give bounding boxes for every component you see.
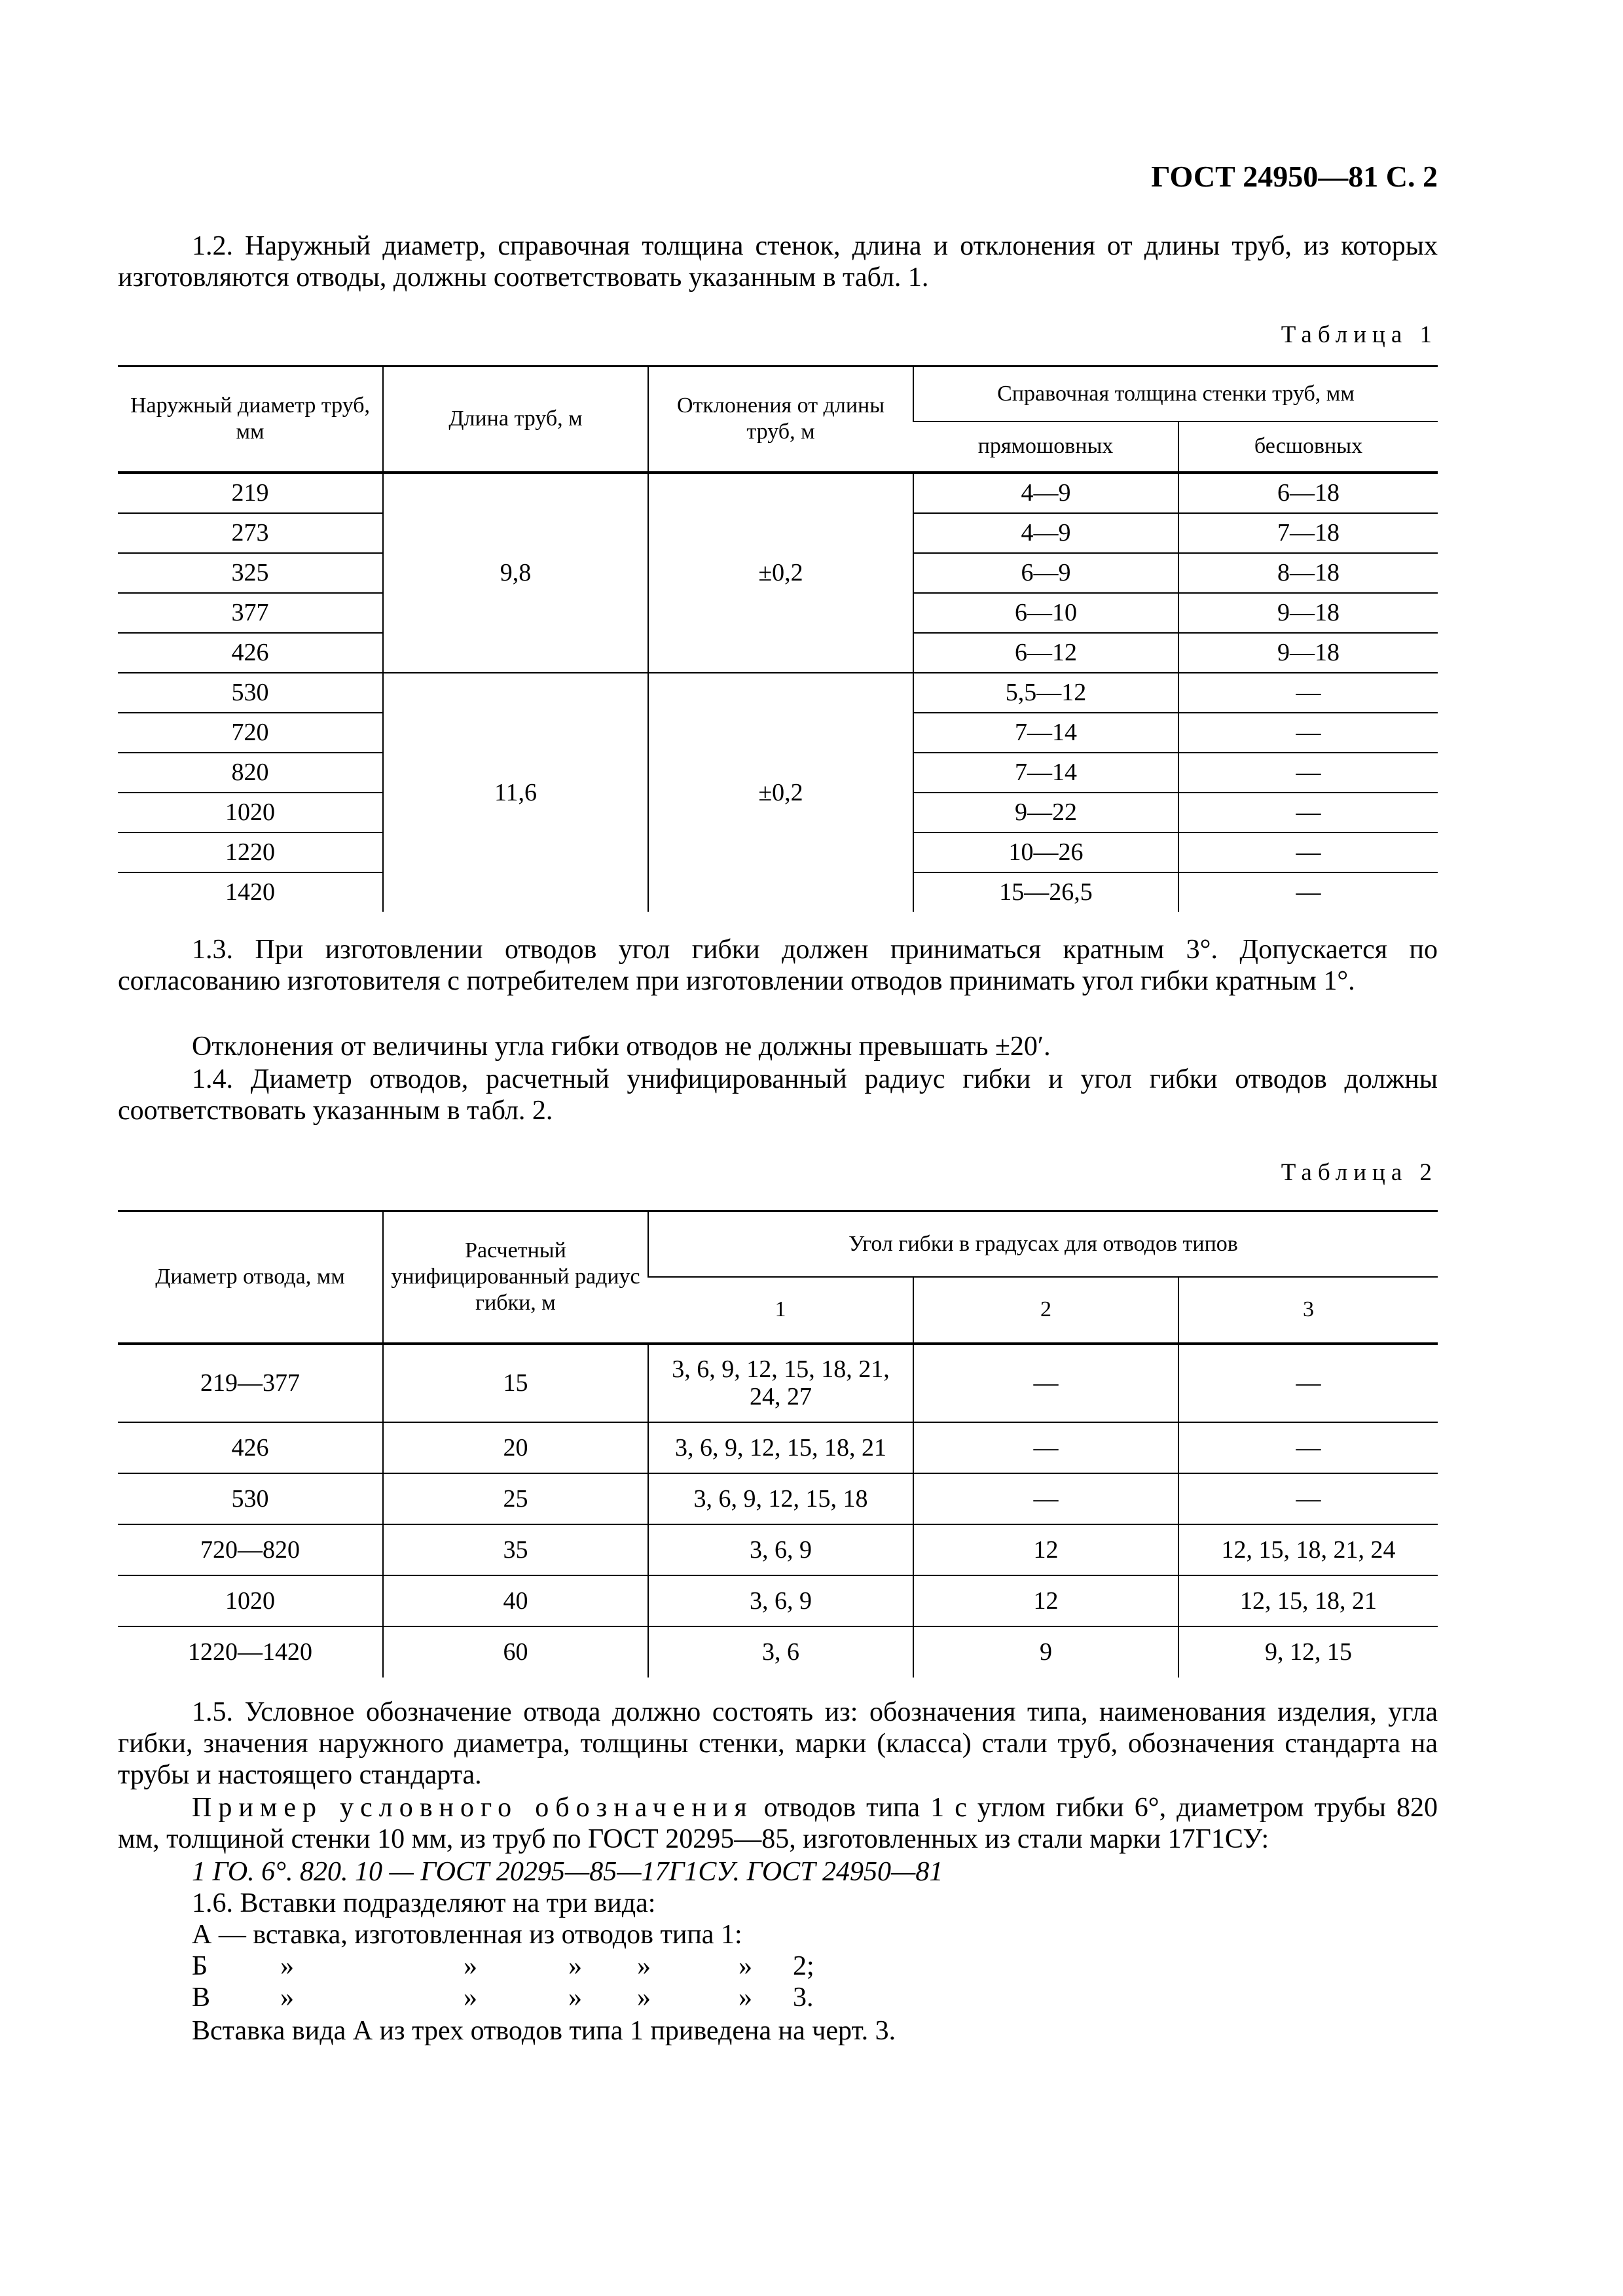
paragraph-1-4: 1.4. Диаметр отводов, расчетный унифицированный радиус гибки и угол гибки отводов должны соответствовать указанным в табл. 2. bbox=[118, 1064, 1438, 1126]
insert-b-letter: Б bbox=[192, 1951, 208, 1981]
t1-header-length: Длина труб, м bbox=[383, 367, 648, 473]
t1-header-diameter: Наружный диаметр труб, мм bbox=[118, 367, 383, 473]
t2-cell-type2: 12 bbox=[913, 1524, 1178, 1575]
t2-cell-radius: 20 bbox=[383, 1422, 648, 1473]
ditto-mark: » bbox=[568, 1951, 582, 1981]
table-1 bbox=[118, 365, 1438, 912]
t1-cell-straight: 7—14 bbox=[913, 713, 1178, 753]
t1-cell-diameter: 377 bbox=[118, 593, 383, 633]
t2-cell-type1: 3, 6 bbox=[648, 1626, 913, 1677]
t2-cell-type2: 9 bbox=[913, 1626, 1178, 1677]
ditto-mark: » bbox=[464, 1982, 477, 2013]
t1-cell-seamless: — bbox=[1178, 793, 1438, 833]
t2-cell-radius: 35 bbox=[383, 1524, 648, 1575]
t2-cell-type3: — bbox=[1178, 1344, 1438, 1422]
paragraph-insert-a-reference: Вставка вида А из трех отводов типа 1 приведена на черт. 3. bbox=[192, 2016, 896, 2046]
t2-cell-radius: 25 bbox=[383, 1473, 648, 1524]
t1-cell-straight: 9—22 bbox=[913, 793, 1178, 833]
example-text: отводов типа 1 с углом гибки 6°, диаметром трубы 820 мм, толщиной стенки 10 мм, из труб по ГОСТ 20295—85, изготовленных из стали марки 17Г1СУ: bbox=[118, 1793, 1438, 1854]
t1-cell-straight: 5,5—12 bbox=[913, 673, 1178, 713]
t1-cell-diameter: 1020 bbox=[118, 793, 383, 833]
t1-cell-straight: 4—9 bbox=[913, 513, 1178, 553]
t2-header-type1: 1 bbox=[648, 1277, 913, 1344]
t2-header-type2: 2 bbox=[913, 1277, 1178, 1344]
t1-cell-diameter: 720 bbox=[118, 713, 383, 753]
t1-cell-seamless: — bbox=[1178, 833, 1438, 872]
t1-cell-seamless: — bbox=[1178, 872, 1438, 912]
t1-cell-diameter: 1420 bbox=[225, 878, 275, 906]
t2-cell-type2: — bbox=[913, 1344, 1178, 1422]
t1-cell-deviation-group2: ±0,2 bbox=[648, 673, 913, 912]
t2-cell-radius: 15 bbox=[383, 1344, 648, 1422]
t2-cell-type3: — bbox=[1178, 1473, 1438, 1524]
t2-cell-type1: 3, 6, 9, 12, 15, 18, 21 bbox=[648, 1422, 913, 1473]
t1-cell-seamless: — bbox=[1178, 673, 1438, 713]
t1-cell-diameter: 530 bbox=[118, 673, 383, 713]
ditto-mark: » bbox=[739, 1982, 752, 2013]
t1-cell-straight: 6—10 bbox=[913, 593, 1178, 633]
t1-cell-seamless: 7—18 bbox=[1178, 513, 1438, 553]
t1-header-thickness: Справочная толщина стенки труб, мм bbox=[913, 367, 1438, 422]
ditto-mark: » bbox=[464, 1951, 477, 1981]
t2-cell-type1: 3, 6, 9 bbox=[648, 1524, 913, 1575]
t2-cell-type3: — bbox=[1178, 1422, 1438, 1473]
t2-cell-type2: — bbox=[913, 1422, 1178, 1473]
t2-cell-type2: 12 bbox=[913, 1575, 1178, 1626]
paragraph-1-2: 1.2. Наружный диаметр, справочная толщина стенок, длина и отклонения от длины труб, из которых изготовляются отводы, должны соответствовать указанным в табл. 1. bbox=[118, 231, 1438, 293]
paragraph-1-3: 1.3. При изготовлении отводов угол гибки должен приниматься кратным 3°. Допускается по согласованию изготовителя с потребителем при изготовлении отводов принимать угол гибки кратным 1°. bbox=[118, 935, 1438, 996]
t2-cell-type1: 3, 6, 9, 12, 15, 18, 21, 24, 27 bbox=[648, 1344, 913, 1422]
t2-cell-type1: 3, 6, 9 bbox=[648, 1575, 913, 1626]
paragraph-1-3-deviation: Отклонения от величины угла гибки отводов не должны превышать ±20′. bbox=[192, 1031, 1051, 1062]
t1-cell-straight: 15—26,5 bbox=[913, 872, 1178, 912]
t1-cell-straight: 7—14 bbox=[913, 753, 1178, 793]
t2-cell-radius: 40 bbox=[383, 1575, 648, 1626]
t1-cell-seamless: 8—18 bbox=[1178, 553, 1438, 593]
t1-cell-length-group1: 9,8 bbox=[383, 473, 648, 673]
t1-cell-seamless: — bbox=[1178, 753, 1438, 793]
paragraph-example bbox=[118, 1792, 1438, 1855]
insert-v-type: 3. bbox=[793, 1982, 814, 2013]
t1-header-seamless: бесшовных bbox=[1178, 422, 1438, 473]
t2-cell-diameter: 720—820 bbox=[118, 1524, 383, 1575]
t1-cell-diameter: 426 bbox=[118, 633, 383, 673]
page-header: ГОСТ 24950—81 С. 2 bbox=[1151, 160, 1438, 193]
t1-cell-diameter: 820 bbox=[118, 753, 383, 793]
t1-cell-diameter: 325 bbox=[118, 553, 383, 593]
t1-cell-seamless: 9—18 bbox=[1178, 593, 1438, 633]
t2-cell-type3: 9, 12, 15 bbox=[1178, 1626, 1438, 1677]
insert-v-letter: В bbox=[192, 1982, 211, 2013]
t2-cell-diameter: 426 bbox=[118, 1422, 383, 1473]
t1-cell-straight: 10—26 bbox=[913, 833, 1178, 872]
t1-cell-seamless: — bbox=[1178, 713, 1438, 753]
t1-cell-seamless: 9—18 bbox=[1178, 633, 1438, 673]
t1-header-straight: прямошовных bbox=[913, 422, 1178, 473]
ditto-mark: » bbox=[739, 1951, 752, 1981]
table2-caption: Таблица 2 bbox=[1281, 1159, 1438, 1186]
table1-caption: Таблица 1 bbox=[1281, 321, 1438, 348]
paragraph-1-5: 1.5. Условное обозначение отвода должно состоять из: обозначения типа, наименования изделия, угла гибки, значения наружного диаметра, толщины стенки, марки (класса) стали труб, обозначения стандарта на трубы и настоящего стандарта. bbox=[118, 1697, 1438, 1790]
ditto-mark: » bbox=[568, 1982, 582, 2013]
t2-cell-diameter: 219—377 bbox=[118, 1344, 383, 1422]
t1-header-deviation: Отклонения от длины труб, м bbox=[648, 367, 913, 473]
t2-cell-type3: 12, 15, 18, 21 bbox=[1178, 1575, 1438, 1626]
t1-cell-diameter: 1220 bbox=[118, 833, 383, 872]
example-label: Пример условного обозначения bbox=[192, 1793, 754, 1823]
t1-cell-deviation-group1: ±0,2 bbox=[648, 473, 913, 673]
ditto-mark: » bbox=[637, 1982, 651, 2013]
table-2 bbox=[118, 1210, 1438, 1677]
t2-header-radius: Расчетный унифицированный радиус гибки, м bbox=[383, 1211, 648, 1344]
insert-type-a: А — вставка, изготовленная из отводов типа 1: bbox=[192, 1920, 742, 1950]
t2-cell-type2: — bbox=[913, 1473, 1178, 1524]
t1-cell-straight: 6—12 bbox=[913, 633, 1178, 673]
t1-cell-diameter: 273 bbox=[118, 513, 383, 553]
t2-cell-diameter: 530 bbox=[118, 1473, 383, 1524]
t2-header-diameter: Диаметр отвода, мм bbox=[118, 1211, 383, 1344]
t1-cell-length-group2: 11,6 bbox=[383, 673, 648, 912]
t2-cell-type1: 3, 6, 9, 12, 15, 18 bbox=[648, 1473, 913, 1524]
t2-header-type3: 3 bbox=[1178, 1277, 1438, 1344]
t1-cell-diameter: 219 bbox=[118, 473, 383, 513]
t2-cell-diameter: 1220—1420 bbox=[188, 1638, 312, 1666]
designation-example: 1 ГО. 6°. 820. 10 — ГОСТ 20295—85—17Г1СУ. ГОСТ 24950—81 bbox=[192, 1857, 943, 1887]
t2-header-angle: Угол гибки в градусах для отводов типов bbox=[648, 1211, 1438, 1277]
t1-cell-straight: 6—9 bbox=[913, 553, 1178, 593]
insert-b-type: 2; bbox=[793, 1951, 814, 1981]
t2-cell-diameter: 1020 bbox=[118, 1575, 383, 1626]
t2-cell-type3: 12, 15, 18, 21, 24 bbox=[1178, 1524, 1438, 1575]
ditto-mark: » bbox=[637, 1951, 651, 1981]
ditto-mark: » bbox=[280, 1982, 294, 2013]
t1-cell-straight: 4—9 bbox=[913, 473, 1178, 513]
paragraph-1-6: 1.6. Вставки подразделяют на три вида: bbox=[192, 1888, 656, 1918]
ditto-mark: » bbox=[280, 1951, 294, 1981]
t1-cell-seamless: 6—18 bbox=[1178, 473, 1438, 513]
t2-cell-radius: 60 bbox=[383, 1626, 648, 1677]
